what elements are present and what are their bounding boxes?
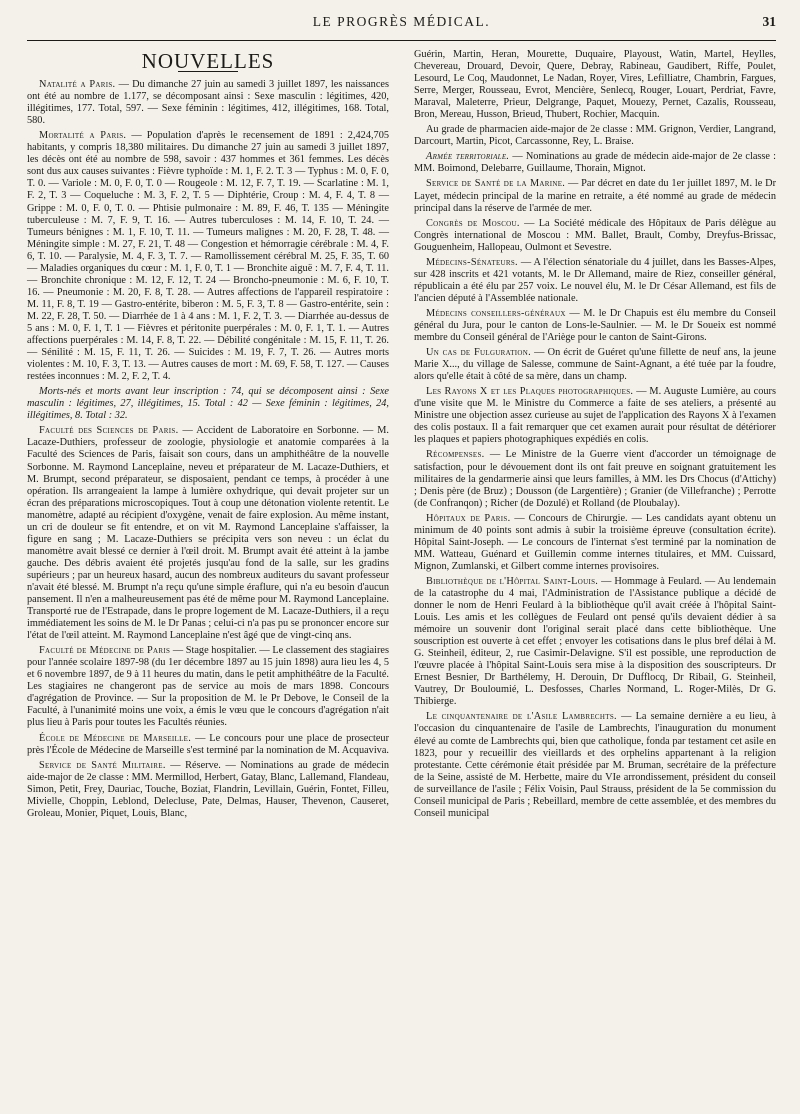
item-lead: Médecins-Sénateurs. bbox=[426, 256, 518, 268]
running-head bbox=[27, 14, 776, 38]
item-text: — M. Auguste Lumière, au cours d'une visite que M. le Ministre du Commerce a faite de ses ateliers, a présenté au Ministre une objection assez curieuse au sujet de l'application des Rayons X à l'examen des colis postaux. Il a fait remarquer que cet examen aurait pour résultat de détériorer les plaques et papiers photographiques expédiés en colis. bbox=[414, 386, 776, 446]
item-text: — Par décret en date du 1er juillet 1897, M. le Dr Layet, médecin principal de la marine en retraite, a été nommé au grade de médecin principal dans la réserve de l'armée de mer. bbox=[414, 178, 777, 214]
item-text: — Du dimanche 27 juin au samedi 3 juillet 1897, les naissances ont été au nombre de 1.177, se décomposant ainsi : Sexe masculin : légitimes, 420, illégitimes, 177. Total, 597. — Sexe féminin : légitimes, 412, illégitimes, 168. Total, 580. bbox=[27, 79, 389, 127]
item-text: — On écrit de Guéret qu'une fillette de neuf ans, la jeune Marie X..., du village de Salesse, commune de Saint-Agnant, a été tuée par la foudre, alors qu'elle était à côté de sa mère, dans un champ. bbox=[414, 347, 777, 383]
news-item bbox=[414, 257, 776, 305]
news-item bbox=[414, 513, 776, 573]
header-rule bbox=[27, 40, 776, 41]
news-item bbox=[414, 151, 776, 175]
item-lead: Les Rayons X et les Plaques photographiques. bbox=[426, 386, 634, 398]
item-text: — M. le Dr Chapuis est élu membre du Conseil général du Jura, pour le canton de Lons-le-Saulnier. — M. le Dr Soueix est nommé membre du Conseil général de l'Ariège pour le canton de Saint-Girons. bbox=[414, 307, 776, 344]
item-lead: Mortalité a Paris. bbox=[39, 130, 127, 142]
section-title: NOUVELLES bbox=[141, 49, 275, 73]
news-item bbox=[414, 178, 776, 214]
item-text: — La Société médicale des Hôpitaux de Paris délègue au Congrès international de Moscou : MM. Ballet, Brault, Comby, Dreyfus-Brissac, Gouguenheim, Hallopeau, Oulmont et Sevestre. bbox=[414, 217, 776, 253]
item-lead: Faculté des Sciences de Paris. bbox=[39, 425, 179, 437]
item-lead: Congrès de Moscou. bbox=[426, 217, 520, 229]
news-item bbox=[414, 218, 776, 254]
item-lead: Service de Santé Militaire. bbox=[39, 759, 166, 771]
item-text: — A l'élection sénatoriale du 4 juillet, dans les Basses-Alpes, sur 428 inscrits et 421 votants, M. le Dr Allemand, maire de Riez, conseiller général, républicain a été élu par 257 voix. Le nouvel élu, M. le Dr César Allemand, est fils de l'ancien député à l'Assemblée nationale. bbox=[414, 256, 776, 304]
item-text: — Accident de Laboratoire en Sorbonne. — M. Lacaze-Duthiers, professeur de zoologie, physiologie et anatomie comparées à la Faculté des Sciences de Paris, faisait son cours, dans un amphithéâtre de la nouvelle Sorbonne. M. Raymond Lanceplaine, neveu et préparateur de M. Lacaze-Duthiers, et M. Brumpt, second préparateur, se disposaient, pendant ce temps, à procéder à une opération. Ils arrangeaient la lampe à lumière oxhydrique, qui devait projeter sur un écran des préparations microscopiques. Tout à coup une détonation violente retentit. Le manomètre, adapté au récipient d'oxygène, venait de faire explosion. Au même instant, un cri de douleur se fit entendre, et on vit M. Raymond Lanceplaine s'affaisser, la figure en sang ; M. Lacaze-Duthiers se précipita vers son neveu : un éclat du manomètre avait blessé ce dernier à l'œil droit. M. Brumpt avait été atteint à la jambe gauche. Des débris avaient été projetés jusqu'au fond de la salle, sur les gradins supérieurs ; par un heureux hasard, aucun des nombreux auditeurs du savant professeur n'avait été blessé. M. Brumpt n'a reçu qu'une simple éraflure, qui n'a eu besoin d'aucun pansement. Il n'en a malheureusement pas été de même pour M. Raymond Lanceplaine. Transporté rue de l'Estrapade, dans le propre logement de M. Lacaze-Duthiers, il a reçu immédiatement les soins de M. le Dr Panas ; celui-ci n'a pas pu se prononcer encore sur l'état de l'œil atteint. M. Raymond Lanceplaine n'est âgé que de vingt-cinq ans. bbox=[27, 425, 389, 642]
item-text: — Le concours pour une place de prosecteur près l'École de Médecine de Marseille s'est terminé par la nomination de M. Acquaviva. bbox=[27, 732, 389, 756]
item-text: — Stage hospitalier. — Le classement des stagiaires pour l'année scolaire 1897-98 (du 1er décembre 1897 au 15 juin 1898) aura lieu les 4, 5 et 6 novembre 1897, de 9 à 11 heures du matin, dans le petit amphithéâtre de la Faculté. Les stagiaires ne changeront pas de service au mois de mars 1898. Concours d'agrégation de Province. — Sur la proposition de M. le Pr Debove, le Conseil de la Faculté, à l'unanimité moins une voix, a émis le vœu que le concours d'agrégation n'ait plus lieu à Paris pour toutes les Facultés réunies. bbox=[27, 645, 389, 729]
news-item bbox=[27, 733, 389, 757]
item-text: — Hommage à Feulard. — Au lendemain de la catastrophe du 4 mai, l'Administration de l'Assistance publique a décidé de donner le nom de Henri Feulard à la bibliothèque qu'il avait créée à l'hôpital Saint-Louis. Les amis et les collègues de Feulard ont pensé qu'ils devaient dédier à sa mémoire un souvenir dont l'original serait placé dans cette bibliothèque. Une souscription est ouverte à cet effet ; envoyer les cotisations dans le plus bref délai à M. G. Steinheil, éditeur, 2, rue Casimir-Delavigne. S'il est possible, une reproduction de l'œuvre placée à l'hôpital Saint-Louis sera mise à la disposition des souscripteurs. Dr Ernest Besnier, Dr Barthélemy, H. Derouin, Dr Dufflocq, Dr Ribail, G. Steinheil, Vautrey, Dr Bouloumié, L. Desfosses, Charles Normand, L. Roger-Milès, Dr G. Thibierge. bbox=[414, 575, 776, 708]
item-text: — Réserve. — Nominations au grade de médecin aide-major de 2e classe : MM. Mermillod, Herbert, Gatay, Blanc, Lallemand, Flandeau, Simon, Petit, Frey, Dauriac, Touche, Boziat, Flandrin, Levillain, Guérin, Fontet, Filleu, Mivielle, Choppin, Leblond, Delecluse, Pate, Delmas, Hauser, Thevenon, Causeret, Groleau, Monier, Piquet, Louis, Blanc, bbox=[27, 759, 389, 819]
news-item bbox=[27, 79, 389, 127]
news-item bbox=[27, 130, 389, 383]
item-lead: Récompenses. bbox=[426, 449, 485, 461]
news-item bbox=[414, 576, 776, 709]
news-item bbox=[414, 449, 776, 509]
news-item bbox=[414, 124, 776, 148]
item-text: Au grade de pharmacien aide-major de 2e classe : MM. Grignon, Verdier, Langrand, Darcourt, Martin, Picot, Carcassonne, Rey, L. Braise. bbox=[414, 124, 776, 148]
item-lead: Un cas de Fulguration. bbox=[426, 347, 531, 359]
item-lead: Armée territoriale. bbox=[426, 151, 510, 163]
news-item bbox=[414, 49, 776, 121]
item-lead: Faculté de Médecine de Paris bbox=[39, 645, 171, 657]
item-lead: Le cinquantenaire de l'Asile Lambrechts. bbox=[426, 711, 617, 723]
news-item bbox=[414, 308, 776, 344]
item-text: — Population d'après le recensement de 1891 : 2,424,705 habitants, y compris 18,380 militaires. Du dimanche 27 juin au samedi 3 juillet 1897, les décès ont été au nombre de 598, savoir : 437 hommes et 361 femmes. Les décès sont dus aux causes suivantes : Fièvre typhoïde : M. 1, F. 2. T. 3 — Typhus : M. 0, F. 0, T. 0. — Variole : M. 0, F. 0, T. 0 — Rougeole : M. 12, F. 7, T. 19. — Scarlatine : M. 1, F. 2, T. 3 — Coqueluche : M. 3, F. 2, T. 5 — Diphtérie, Croup : M. 4, F. 4, T. 8 — Grippe : M. 0, F. 0, T. 0. — Phtisie pulmonaire : M. 89, F. 46, T. 135 — Méningite tuberculeuse : M. 7, F. 9, T. 16. — Autres tuberculoses : M. 14, F. 10, T. 24. — Tumeurs bénignes : M. 1, F. 10, T. 11. — Tumeurs malignes : M. 20, F. 28, T. 48. — Méningite simple : M. 27, F. 21, T. 48 — Congestion et hémorragie cérébrale : M. 4, F. 6, T. 10. — Paralysie, M. 4, F. 3, T. 7. — Ramollissement cérébral M. 25, F. 35, T. 60 — Maladies organiques du cœur : M. 1, F. 0, T. 1 — Bronchite aiguë : M. 7, F. 4, T. 11. — Bronchite chronique : M. 12, F. 12, T. 24 — Broncho-pneumonie : M. 6, F. 10, T. 16. — Pneumonie : M. 20, F. 8, T. 28. — Autres affections de l'appareil respiratoire : M. 11, F. 8, T. 19 — Gastro-entérite, biberon : M. 5, F. 3, T. 8 — Gastro-entérite, sein : M. 22, F. 28, T. 50. — Diarrhée de 1 à 4 ans : M. 1, F. 2, T. 3. — Diarrhée au-dessus de 5 ans : M. 0, F. 1, T. 1 — Fièvres et péritonite puerpérales : M. 0, F. 1, T. 1. — Autres affections puerpérales : M. 14, F. 8, T. 22. — Débilité congénitale : M. 15, F. 11, T. 26. — Sénilité : M. 15, F. 11, T. 26. — Suicides : M. 19, F. 7, T. 26. — Autres morts violentes : M. 10, F. 3, T. 13. — Autres causes de mort : M. 69, F. 58, T. 127. — Causes restées inconnues : M. 2, F. 2, T. 4. bbox=[27, 130, 389, 383]
news-item bbox=[414, 711, 776, 819]
left-column bbox=[27, 49, 389, 823]
item-text: — La semaine dernière a eu lieu, à l'occasion du cinquantenaire de l'asile de Lambrechts, l'inauguration du monument élevé au comte de Lambrechts qui, bien que catholique, fonda par testament cet asile en 1823, pour y recueillir des vieillards et des orphelins appartenant à la religion protestante. Cette cérémonie était présidée par M. Bruman, secrétaire de la préfecture de la Seine, assisté de M. Herbette, maire du VIe arrondissement, président du conseil de surveillance de l'asile ; Félix Voisin, Paul Strauss, président de la 5e commission du Conseil municipal de Paris ; Rebeillard, membre de cette assemblée, et des membres du Conseil municipal bbox=[414, 711, 776, 819]
news-item bbox=[27, 760, 389, 820]
news-item bbox=[27, 425, 389, 642]
two-column-body bbox=[27, 49, 776, 823]
item-text: Morts-nés et morts avant leur inscription : 74, qui se décomposent ainsi : Sexe masculin : légitimes, 27, illégitimes, 15. Total : 42 — Sexe féminin : légitimes, 24, illégitimes, 8. Total : 32. bbox=[27, 386, 389, 422]
page-number: 31 bbox=[762, 14, 776, 29]
right-column bbox=[414, 49, 776, 823]
news-item bbox=[414, 386, 776, 446]
item-lead: Bibliothèque de l'Hôpital Saint-Louis. bbox=[426, 575, 599, 587]
news-item bbox=[27, 386, 389, 422]
item-lead: Service de Santé de la Marine. bbox=[426, 178, 566, 190]
item-text: Guérin, Martin, Heran, Mourette, Duquaire, Playoust, Watin, Martel, Heylles, Chevereau, Drouard, Devoir, Quere, Debray, Rabineau, Gaudibert, Riffe, Poulet, Lesourd, Le Coq, Maudonnet, Le Nadan, Royer, Vires, Lefilliatre, Chambrin, Fargues, Serre, Merger, Rousseau, Evrot, Mencière, Senlecq, Rouger, Louart, Perdriat, Favre, Maraval, Maleterre, Prieur, Delgrange, Paquet, Mouezy, Pernet, Cazalis, Rousseau, Bron, Mereau, Husson, Brieud, Thubert, Rochier, Macquin. bbox=[414, 49, 776, 121]
item-lead: Natalité a Paris. bbox=[39, 79, 116, 91]
item-lead: École de Médecine de Marseille. bbox=[39, 732, 192, 744]
news-item bbox=[414, 347, 776, 383]
item-text: — Concours de Chirurgie. — Les candidats ayant obtenu un minimum de 40 points sont admis à subir la troisième épreuve (consultation écrite). Hôpital Saint-Joseph. — Le concours de l'internat s'est terminé par la nomination de MM. Watteau, Guénard et Guillemin comme internes titulaires, et MM. Cuissard, Mignon, Zumlanski, et Gilbert comme internes provisoires. bbox=[414, 512, 776, 572]
item-lead: Hôpitaux de Paris. bbox=[426, 512, 511, 524]
journal-title: LE PROGRÈS MÉDICAL. bbox=[312, 14, 491, 29]
item-text: — Le Ministre de la Guerre vient d'accorder un témoignage de satisfaction, pour le dévouement dont ils ont fait preuve en soignant gratuitement les militaires de la gendarmerie ainsi que leurs familles, à MM. les Drs Chocus (d'Attichy) ; Denis père (de Bruz) ; Dousson (de Largentière) ; Granier (de Villefranche) ; Perrotte (de Confranqon) ; Richer (de Dozulé) et Rolland (de Ploubalay). bbox=[414, 449, 776, 509]
item-lead: Médecins conseillers-généraux bbox=[426, 307, 566, 319]
item-text: — Nominations au grade de médecin aide-major de 2e classe : MM. Boimond, Delebarre, Guillaume, Thorain, Mignot. bbox=[414, 151, 776, 175]
news-item bbox=[27, 645, 389, 729]
